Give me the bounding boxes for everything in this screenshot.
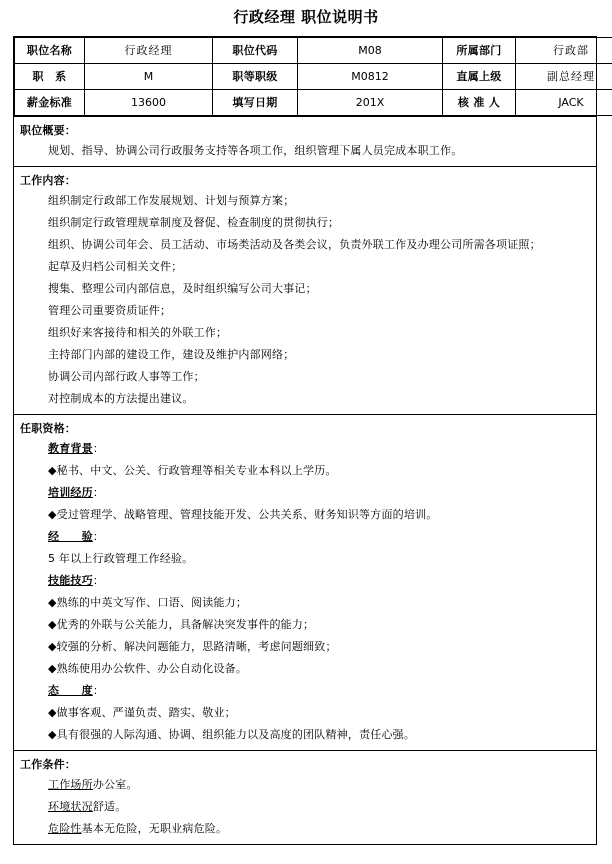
qualification-item: ◆秘书、中文、公关、行政管理等相关专业本科以上学历。 bbox=[48, 464, 337, 477]
cell-value-salary: 13600 bbox=[85, 90, 213, 116]
cell-value-job-family: M bbox=[85, 64, 213, 90]
cell-label-position-code: 职位代码 bbox=[213, 38, 298, 64]
qualification-label-text: 态 度 bbox=[48, 684, 93, 697]
duty-item: 组织好来客接待和相关的外联工作； bbox=[48, 326, 228, 339]
duty-item: 组织、协调公司年会、员工活动、市场类活动及各类会议，负责外联工作及办理公司所需各项证照； bbox=[48, 238, 541, 251]
cell-label-position-name: 职位名称 bbox=[15, 38, 85, 64]
qualification-label-colon: ： bbox=[92, 684, 105, 697]
qualification-item: ◆受过管理学、战略管理、管理技能开发、公共关系、财务知识等方面的培训。 bbox=[48, 508, 438, 521]
qualification-group-label-education bbox=[14, 438, 596, 460]
qualification-group-label-experience bbox=[14, 526, 596, 548]
section-heading-qualifications: 任职资格： bbox=[20, 422, 76, 435]
duty-item: 协调公司内部行政人事等工作； bbox=[48, 370, 205, 383]
cell-value-position-code: M08 bbox=[298, 38, 443, 64]
cell-value-department: 行政部 bbox=[516, 38, 612, 64]
work-condition-label: 环境状况 bbox=[48, 800, 93, 813]
duty-item: 对控制成本的方法提出建议。 bbox=[48, 392, 194, 405]
cell-value-fill-date: 201X bbox=[298, 90, 443, 116]
work-condition-item bbox=[14, 774, 596, 796]
section-heading-work-conditions: 工作条件： bbox=[20, 758, 76, 771]
work-condition-text: 基本无危险，无职业病危险。 bbox=[81, 822, 228, 835]
work-condition-label: 危险性 bbox=[48, 822, 82, 835]
qualification-item: ◆熟练使用办公软件、办公自动化设备。 bbox=[48, 662, 248, 675]
qualification-label-colon: ： bbox=[92, 442, 105, 455]
qualification-label-text: 教育背景 bbox=[48, 442, 93, 455]
qualification-item: ◆具有很强的人际沟通、协调、组织能力以及高度的团队精神，责任心强。 bbox=[48, 728, 416, 741]
qualification-item: ◆熟练的中英文写作、口语、阅读能力； bbox=[48, 596, 248, 609]
duty-item: 组织制定行政管理规章制度及督促、检查制度的贯彻执行； bbox=[48, 216, 340, 229]
qualification-group-label-attitude bbox=[14, 680, 596, 702]
cell-label-fill-date: 填写日期 bbox=[213, 90, 298, 116]
section-qualifications bbox=[14, 414, 596, 750]
section-heading-duties: 工作内容： bbox=[20, 174, 76, 187]
table-row bbox=[15, 38, 612, 64]
section-job-duties bbox=[14, 166, 596, 414]
work-condition-text: 舒适。 bbox=[92, 800, 127, 813]
work-condition-item bbox=[14, 796, 596, 818]
qualification-group-label-skills bbox=[14, 570, 596, 592]
duty-item: 管理公司重要资质证件； bbox=[48, 304, 172, 317]
position-info-table bbox=[14, 37, 612, 116]
qualification-label-colon: ： bbox=[92, 574, 105, 587]
document-frame bbox=[13, 36, 597, 845]
cell-value-approver: JACK bbox=[516, 90, 612, 116]
section-position-summary bbox=[14, 116, 596, 166]
qualification-group-label-training bbox=[14, 482, 596, 504]
cell-label-approver: 核 准 人 bbox=[443, 90, 516, 116]
qualification-label-text: 培训经历 bbox=[48, 486, 93, 499]
cell-value-job-grade: M0812 bbox=[298, 64, 443, 90]
work-condition-item bbox=[14, 818, 596, 840]
cell-value-supervisor: 副总经理 bbox=[516, 64, 612, 90]
cell-label-supervisor: 直属上级 bbox=[443, 64, 516, 90]
qualification-item: ◆做事客观、严谨负责、踏实、敬业； bbox=[48, 706, 236, 719]
qualification-item: 5 年以上行政管理工作经验。 bbox=[48, 552, 194, 565]
duty-item: 主持部门内部的建设工作，建设及维护内部网络； bbox=[48, 348, 295, 361]
qualification-label-colon: ： bbox=[92, 486, 105, 499]
cell-label-job-grade: 职等职级 bbox=[213, 64, 298, 90]
qualification-item: ◆优秀的外联与公关能力，具备解决突发事件的能力； bbox=[48, 618, 315, 631]
cell-label-salary: 薪金标准 bbox=[15, 90, 85, 116]
qualification-label-colon: ： bbox=[92, 530, 105, 543]
work-condition-text: 办公室。 bbox=[92, 778, 138, 791]
summary-line: 规划、指导、协调公司行政服务支持等各项工作，组织管理下属人员完成本职工作。 bbox=[48, 144, 463, 157]
duty-item: 起草及归档公司相关文件； bbox=[48, 260, 183, 273]
qualification-label-text: 技能技巧 bbox=[48, 574, 93, 587]
work-condition-label: 工作场所 bbox=[48, 778, 93, 791]
table-row bbox=[15, 64, 612, 90]
qualification-label-text: 经 验 bbox=[48, 530, 93, 543]
cell-label-job-family: 职 系 bbox=[15, 64, 85, 90]
cell-label-department: 所属部门 bbox=[443, 38, 516, 64]
table-row bbox=[15, 90, 612, 116]
cell-value-position-name: 行政经理 bbox=[85, 38, 213, 64]
section-heading-summary: 职位概要： bbox=[20, 124, 76, 137]
duty-item: 组织制定行政部工作发展规划、计划与预算方案； bbox=[48, 194, 295, 207]
duty-item: 搜集、整理公司内部信息，及时组织编写公司大事记； bbox=[48, 282, 317, 295]
qualification-item: ◆较强的分析、解决问题能力，思路清晰，考虑问题细致； bbox=[48, 640, 337, 653]
page-title: 行政经理 职位说明书 bbox=[233, 8, 379, 26]
section-work-conditions bbox=[14, 750, 596, 844]
